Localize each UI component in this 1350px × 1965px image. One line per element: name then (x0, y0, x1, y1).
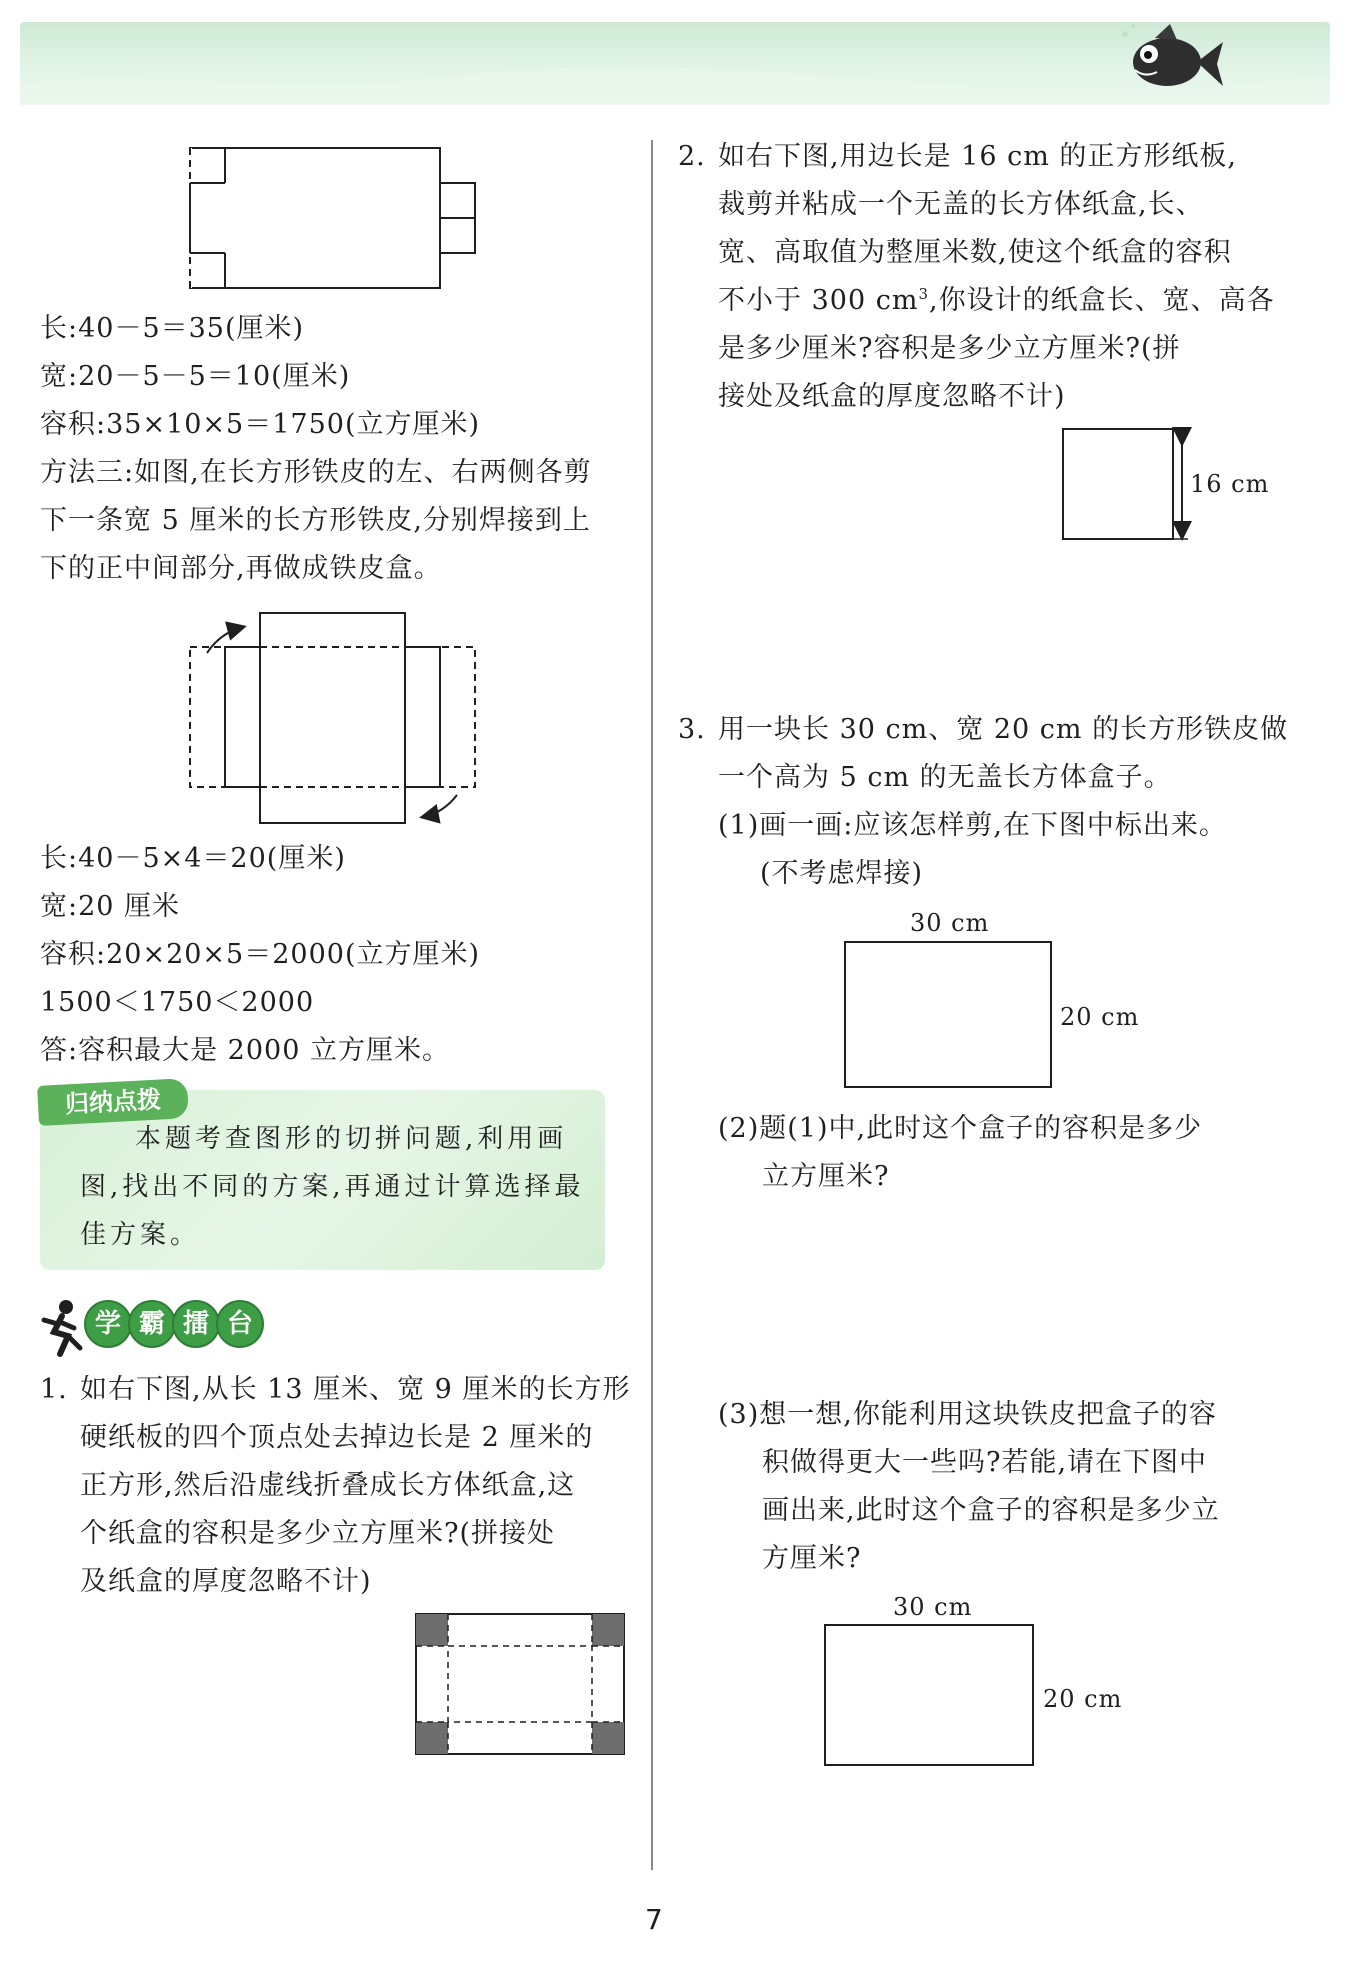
tip-line-3: 佳方案。 (80, 1220, 201, 1250)
q3-fig2-top-label: 30 cm (893, 1593, 973, 1621)
q1-line-4: 个纸盒的容积是多少立方厘米?(拼接处 (80, 1518, 556, 1549)
q1-line-2: 硬纸板的四个顶点处去掉边长是 2 厘米的 (80, 1422, 594, 1453)
q2-cube-exponent: 3 (918, 285, 929, 303)
figure-q2-square (1060, 425, 1195, 545)
calc2-answer: 答:容积最大是 2000 立方厘米。 (40, 1035, 450, 1066)
q2-number: 2. (678, 141, 706, 172)
q2-line-4-pre: 不小于 300 cm (718, 285, 919, 316)
q2-line-4-post: ,你设计的纸盒长、宽、高各 (928, 285, 1275, 316)
q2-line-4 (718, 284, 1275, 318)
q2-line-6: 接处及纸盒的厚度忽略不计) (718, 381, 1066, 412)
q3-number: 3. (678, 714, 706, 745)
figure-cross-net (185, 605, 485, 830)
page-number: 7 (645, 1903, 663, 1936)
q1-number: 1. (40, 1374, 68, 1405)
method3-line-3: 下的正中间部分,再做成铁皮盒。 (40, 553, 442, 584)
method3-line-1: 方法三:如图,在长方形铁皮的左、右两侧各剪 (40, 457, 592, 488)
calc2-volume: 容积:20×20×5＝2000(立方厘米) (40, 939, 481, 970)
calc1-volume: 容积:35×10×5＝1750(立方厘米) (40, 409, 481, 440)
q2-line-2: 裁剪并粘成一个无盖的长方体纸盒,长、 (718, 189, 1204, 220)
q2-line-3: 宽、高取值为整厘米数,使这个纸盒的容积 (718, 237, 1232, 268)
calc2-length: 长:40－5×4＝20(厘米) (40, 843, 346, 874)
section-title-char-4: 台 (216, 1300, 264, 1348)
figure-q3-rectangle-2 (823, 1623, 1035, 1768)
figure-q1-cardboard (412, 1610, 632, 1760)
fish-icon (1115, 20, 1225, 105)
section-title-char-2: 霸 (128, 1300, 176, 1348)
tip-line-2: 图,找出不同的方案,再通过计算选择最 (80, 1172, 585, 1202)
q3-part3-line-4: 方厘米? (762, 1543, 862, 1574)
column-divider (651, 140, 653, 1870)
calc2-compare: 1500＜1750＜2000 (40, 987, 315, 1018)
q1-line-1: 如右下图,从长 13 厘米、宽 9 厘米的长方形 (80, 1374, 631, 1405)
q3-line-1: 用一块长 30 cm、宽 20 cm 的长方形铁皮做 (718, 714, 1289, 745)
calc1-width: 宽:20－5－5＝10(厘米) (40, 361, 351, 392)
q2-line-5: 是多少厘米?容积是多少立方厘米?(拼 (718, 333, 1181, 364)
figure-q3-rectangle-1 (843, 940, 1053, 1090)
runner-icon (40, 1298, 84, 1358)
q3-part1-line-1: (1)画一画:应该怎样剪,在下图中标出来。 (718, 810, 1227, 841)
q3-line-2: 一个高为 5 cm 的无盖长方体盒子。 (718, 762, 1172, 793)
q1-line-5: 及纸盒的厚度忽略不计) (80, 1566, 372, 1597)
q3-part3-line-2: 积做得更大一些吗?若能,请在下图中 (762, 1447, 1208, 1478)
q3-part2-line-2: 立方厘米? (762, 1161, 890, 1192)
q3-fig2-side-label: 20 cm (1043, 1685, 1123, 1713)
q2-figure-label: 16 cm (1190, 470, 1270, 498)
method3-line-2: 下一条宽 5 厘米的长方形铁皮,分别焊接到上 (40, 505, 591, 536)
calc2-width: 宽:20 厘米 (40, 891, 181, 922)
q3-part3-line-1: (3)想一想,你能利用这块铁皮把盒子的容 (718, 1399, 1217, 1430)
q3-fig1-top-label: 30 cm (910, 909, 990, 937)
q2-line-1: 如右下图,用边长是 16 cm 的正方形纸板, (718, 141, 1237, 172)
q1-line-3: 正方形,然后沿虚线折叠成长方体纸盒,这 (80, 1470, 576, 1501)
q3-fig1-side-label: 20 cm (1060, 1003, 1140, 1031)
figure-cut-rectangle-1 (185, 140, 485, 300)
section-title-char-1: 学 (84, 1300, 132, 1348)
q3-part2-line-1: (2)题(1)中,此时这个盒子的容积是多少 (718, 1113, 1203, 1144)
q3-part1-line-2: (不考虑焊接) (760, 858, 924, 889)
tip-line-1: 本题考查图形的切拼问题,利用画 (135, 1124, 568, 1154)
calc1-length: 长:40－5＝35(厘米) (40, 313, 305, 344)
tip-tag: 归纳点拨 (37, 1078, 189, 1126)
q3-part3-line-3: 画出来,此时这个盒子的容积是多少立 (762, 1495, 1220, 1526)
section-title-char-3: 擂 (172, 1300, 220, 1348)
